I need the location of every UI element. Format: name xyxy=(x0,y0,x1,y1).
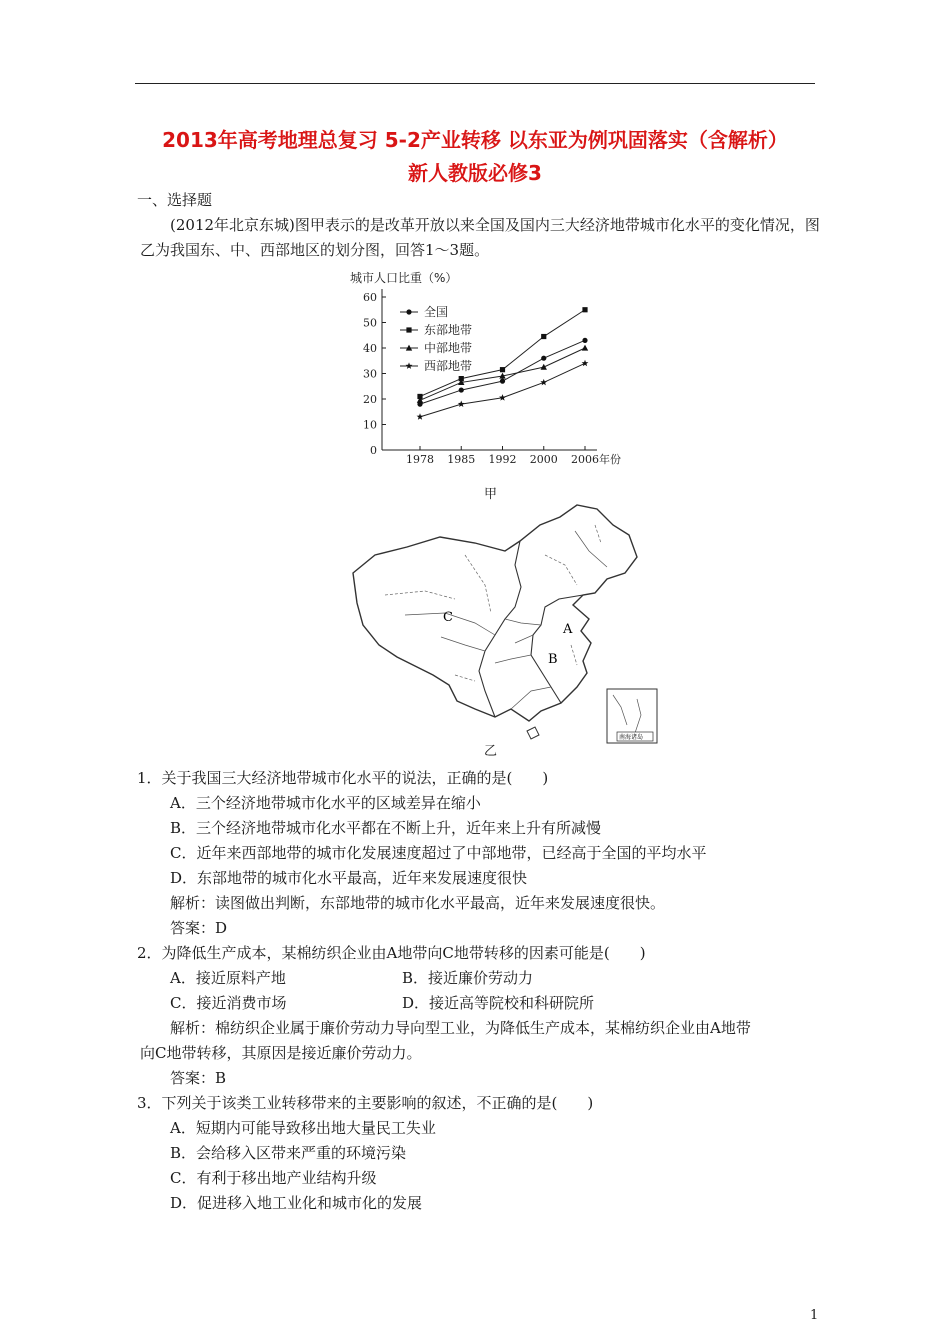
question-1-answer: 答案：D xyxy=(170,919,228,937)
page-number: 1 xyxy=(810,1308,819,1323)
data-point xyxy=(406,309,411,314)
document-subtitle: 新人教版必修3 xyxy=(408,161,542,185)
data-point xyxy=(500,367,505,372)
question-2-stem: 2．为降低生产成本，某棉纺织企业由A地带向C地带转移的因素可能是( ) xyxy=(137,944,646,962)
province-lines xyxy=(405,531,607,709)
hainan-island xyxy=(527,727,539,739)
y-tick-label: 10 xyxy=(363,418,377,432)
legend-label: 中部地带 xyxy=(424,341,473,355)
y-tick-label: 50 xyxy=(363,316,377,330)
question-2-option-c: C．接近消费市场 xyxy=(170,994,287,1012)
question-2-option-d: D．接近高等院校和科研院所 xyxy=(402,994,595,1012)
chart-ylabel: 城市人口比重（%） xyxy=(350,271,458,285)
data-point xyxy=(417,413,424,420)
x-tick-label: 2000 xyxy=(529,453,558,466)
question-1-analysis: 解析：读图做出判断，东部地带的城市化水平最高，近年来发展速度很快。 xyxy=(170,894,666,912)
question-1-option-a: A．三个经济地带城市化水平的区域差异在缩小 xyxy=(170,794,481,812)
data-point xyxy=(459,387,464,392)
chart-caption: 甲 xyxy=(484,487,498,502)
document-title: 2013年高考地理总复习 5-2产业转移 以东亚为例巩固落实（含解析） xyxy=(162,128,788,152)
data-point xyxy=(499,394,506,401)
data-point xyxy=(582,345,588,351)
x-tick-label: 2006 xyxy=(571,453,599,466)
question-3-stem: 3．下列关于该类工业转移带来的主要影响的叙述，不正确的是( ) xyxy=(137,1094,594,1112)
x-tick-label: 1985 xyxy=(447,453,476,466)
question-3-option-c: C．有利于移出地产业结构升级 xyxy=(170,1169,377,1187)
question-3-option-a: A．短期内可能导致移出地大量民工失业 xyxy=(170,1119,436,1137)
y-tick-label: 20 xyxy=(363,393,377,406)
region-label-a: A xyxy=(563,622,573,637)
question-2-option-b: B．接近廉价劳动力 xyxy=(402,969,534,987)
data-point xyxy=(458,401,465,408)
china-outline xyxy=(353,505,637,721)
x-axis-label: 年份 xyxy=(599,453,621,466)
question-2-option-a: A．接近原料产地 xyxy=(170,969,286,987)
region-label-c: C xyxy=(443,610,453,625)
x-tick-label: 1992 xyxy=(488,453,517,466)
data-point xyxy=(582,307,587,312)
data-point xyxy=(541,334,546,339)
data-point xyxy=(500,379,505,384)
map-caption: 乙 xyxy=(484,744,498,759)
data-point xyxy=(541,356,546,361)
data-point xyxy=(582,338,587,343)
question-2-answer: 答案：B xyxy=(170,1069,227,1087)
section-heading: 一、选择题 xyxy=(137,191,213,209)
header-rule xyxy=(135,83,815,84)
legend-label: 西部地带 xyxy=(424,359,473,373)
question-3-option-d: D．促进移入地工业化和城市化的发展 xyxy=(170,1194,423,1212)
inset-label: 南海诸岛 xyxy=(619,734,644,741)
intro-paragraph: (2012年北京东城)图甲表示的是改革开放以来全国及国内三大经济地带城市化水平的变化情况，图乙为我国东、中、西部地区的划分图，回答1～3题。 xyxy=(140,216,820,259)
y-tick-label: 0 xyxy=(370,444,377,457)
question-1-option-b: B．三个经济地带城市化水平都在不断上升，近年来上升有所减慢 xyxy=(170,819,602,837)
question-3-option-b: B．会给移入区带来严重的环境污染 xyxy=(170,1144,407,1162)
data-point xyxy=(540,379,547,386)
question-1-stem: 1．关于我国三大经济地带城市化水平的说法，正确的是( ) xyxy=(137,769,549,787)
data-point xyxy=(582,360,589,367)
question-2-analysis: 解析：棉纺织企业属于廉价劳动力导向型工业，为降低生产成本，某棉纺织企业由A地带 xyxy=(170,1019,751,1037)
question-2-analysis-cont: 向C地带转移，其原因是接近廉价劳动力。 xyxy=(140,1044,422,1062)
data-point xyxy=(406,362,413,369)
region-boundary-east xyxy=(531,595,583,703)
urbanization-line-chart xyxy=(330,262,650,497)
chart-legend xyxy=(400,304,472,373)
data-point xyxy=(541,364,547,370)
y-tick-label: 60 xyxy=(363,291,377,304)
south-china-sea-inset xyxy=(607,689,657,743)
question-1-option-c: C．近年来西部地带的城市化发展速度超过了中部地带，已经高于全国的平均水平 xyxy=(170,844,707,862)
legend-label: 全国 xyxy=(424,305,449,319)
y-tick-label: 30 xyxy=(363,367,377,381)
y-tick-label: 40 xyxy=(363,342,377,355)
china-region-map xyxy=(345,495,665,745)
data-point xyxy=(406,327,411,332)
question-1-option-d: D．东部地带的城市化水平最高，近年来发展速度很快 xyxy=(170,869,528,887)
x-tick-label: 1978 xyxy=(406,453,434,466)
legend-label: 东部地带 xyxy=(424,323,473,337)
region-label-b: B xyxy=(548,652,558,667)
